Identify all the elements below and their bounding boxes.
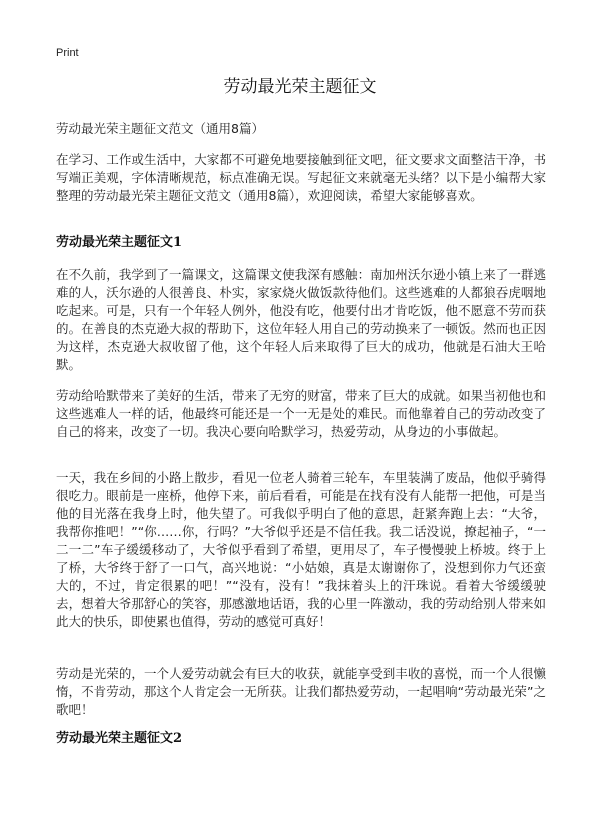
section1-paragraph-2: 劳动给哈默带来了美好的生活，带来了无穷的财富，带来了巨大的成就。如果当初他也和这些逃难人一样的话，他最终可能还是一个一无是处的难民。而他靠着自己的劳动改变了自己的将来，改变了一切。我决心要向哈默学习，热爱劳动，从身边的小事做起。	[56, 388, 546, 439]
section1-paragraph-1: 在不久前，我学到了一篇课文，这篇课文使我深有感触：南加州沃尔逊小镇上来了一群逃难的人，沃尔逊的人很善良、朴实，家家烧火做饭款待他们。这些逃难的人都狼吞虎咽地吃起来。可是，只有一个年轻人例外，他没有吃，他要付出才肯吃饭，他不愿意不劳而获的。在善良的杰克逊大叔的帮助下，这位年轻人用自己的劳动换来了一顿饭。然而也正因为这样，杰克逊大叔收留了他，这个年轻人后来取得了巨大的成功，他就是石油大王哈默。	[56, 267, 546, 372]
section-heading-2: 劳动最光荣主题征文2	[56, 731, 183, 746]
section1-paragraph-3: 一天，我在乡间的小路上散步，看见一位老人骑着三轮车，车里装满了废品，他似乎骑得很吃力。眼前是一座桥，他停下来，前后看看，可能是在找有没有人能帮一把他，可是当他的目光落在我身上时，他失望了。可我似乎明白了他的意思，赶紧奔跑上去：“大爷，我帮你推吧！”“你……你，行吗？”大爷似乎还是不信任我。我二话没说，撩起袖子，“一二一二”车子缓缓移动了，大爷似乎看到了希望，更用尽了，车子慢慢驶上桥坡。终于上了桥，大爷终于舒了一口气，高兴地说：“小姑娘，真是太谢谢你了，没想到你力气还蛮大的，不过，肯定很累的吧！”“没有，没有！”我抹着头上的汗珠说。看着大爷缓缓驶去，想着大爷那舒心的笑容，那感激地话语，我的心里一阵激动，我的劳动给别人带来如此大的快乐，即使累也值得，劳动的感觉可真好！	[56, 470, 546, 629]
print-link[interactable]: Print	[56, 47, 79, 59]
page-title: 劳动最光荣主题征文	[223, 77, 377, 97]
section1-paragraph-4: 劳动是光荣的，一个人爱劳动就会有巨大的收获，就能享受到丰收的喜悦，而一个人很懒惰，不肯劳动，那这个人肯定会一无所获。让我们都热爱劳动，一起唱响“劳动最光荣”之歌吧！	[56, 666, 546, 717]
section-heading-1: 劳动最光荣主题征文1	[56, 235, 183, 250]
intro-paragraph: 在学习、工作或生活中，大家都不可避免地要接触到征文吧，征文要求文面整洁干净，书写端正美观，字体清晰规范，标点准确无误。写起征文来就毫无头绪？以下是小编帮大家整理的劳动最光荣主题征文范文（通用8篇），欢迎阅读，希望大家能够喜欢。	[56, 152, 546, 203]
article-subtitle: 劳动最光荣主题征文范文（通用8篇）	[56, 121, 264, 136]
